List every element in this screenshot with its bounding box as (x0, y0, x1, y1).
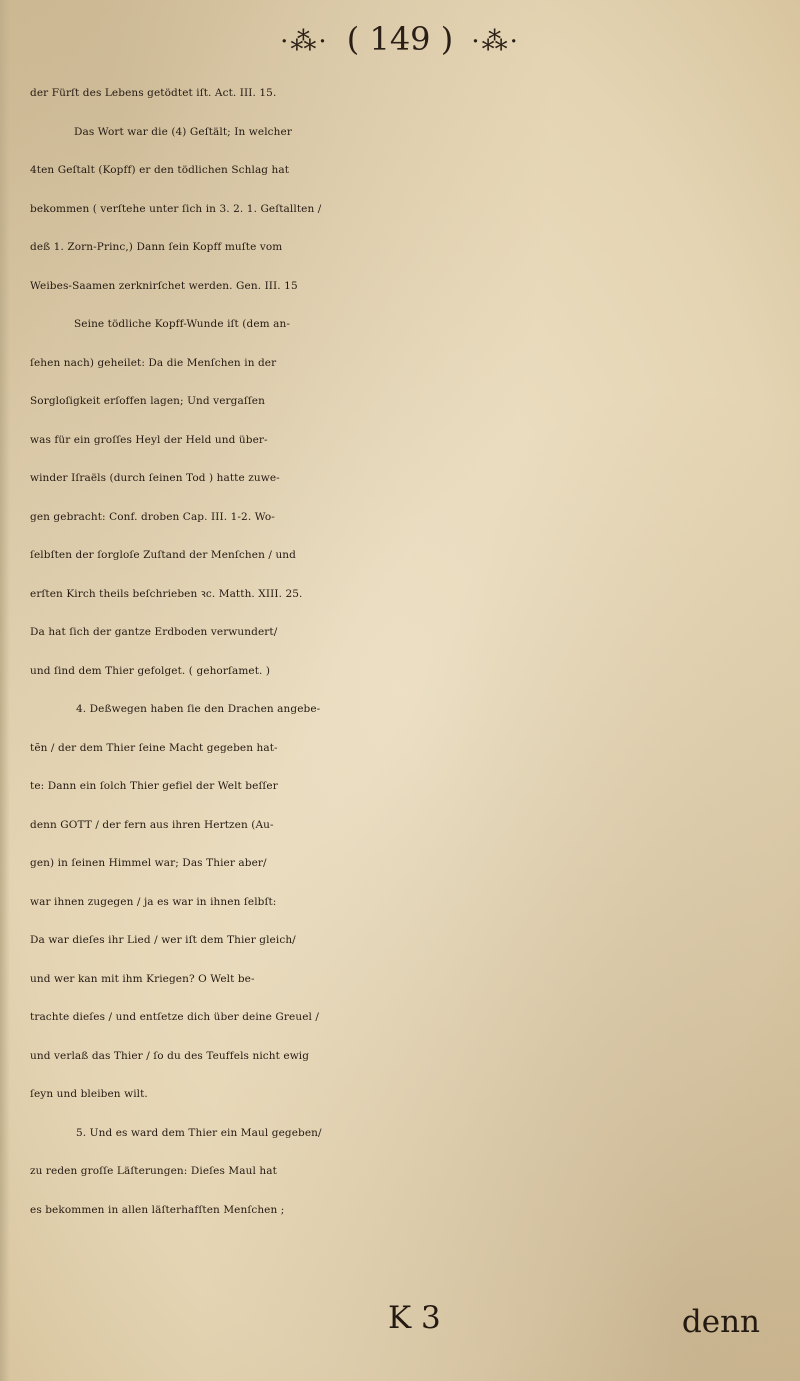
text-line: und verlaß das Thier / ſo du des Teuffels nicht ewig (30, 1049, 310, 1062)
text-line: was für ein groſſes Heyl der Held und über- (30, 433, 268, 446)
catchword: denn (681, 1304, 760, 1340)
text-line: Da war dieſes ihr Lied / wer iſt dem Thier gleich/ (30, 934, 296, 946)
text-line: und ſind dem Thier gefolget. ( gehorſamet. ) (30, 664, 271, 677)
ornament-right-icon: ·⁂· (471, 27, 520, 57)
text-line: Weibes-Saamen zerknirſchet werden. Gen. III. 15 (30, 279, 298, 292)
text-line: trachte dieſes / und entſetze dich über deine Greuel / (30, 1011, 320, 1023)
text-block (30, 74, 780, 1229)
text-line: Sorgloſigkeit erſoffen lagen; Und vergaſſen (30, 395, 265, 407)
text-line: tẽn / der dem Thier ſeine Macht gegeben hat- (30, 741, 278, 754)
text-line: und wer kan mit ihm Kriegen? O Welt be- (30, 972, 255, 985)
page-header (0, 20, 800, 58)
page-footer (0, 1300, 800, 1344)
text-line: ſeyn und bleiben wilt. (30, 1088, 148, 1100)
text-line: te: Dann ein ſolch Thier gefiel der Welt beſſer (30, 780, 278, 792)
text-line: Das Wort war die (4) Geſtält; In welcher (74, 125, 292, 138)
page-number: ( 149 ) (346, 20, 454, 58)
text-line: es bekommen in allen läſterhafſten Menſchen ; (30, 1203, 285, 1216)
text-line: der Fürſt des Lebens getödtet iſt. Act. III. 15. (30, 87, 277, 99)
text-line: denn GOTT / der fern aus ihren Hertzen (Au- (30, 818, 274, 831)
text-line: bekommen ( verſtehe unter ſich in 3. 2. 1. Geſtallten / (30, 202, 322, 215)
text-line: deß 1. Zorn-Princ,) Dann ſein Kopff muſte vom (30, 241, 283, 253)
text-line: zu reden groſſe Läſterungen: Dieſes Maul hat (30, 1165, 277, 1177)
text-line: gen gebracht: Conf. droben Cap. III. 1-2. Wo- (30, 510, 275, 523)
text-line: ſehen nach) geheilet: Da die Menſchen in der (30, 356, 277, 369)
text-line: Seine tödliche Kopff-Wunde iſt (dem an- (74, 318, 290, 330)
text-line: winder Iſraëls (durch ſeinen Tod ) hatte zuwe- (30, 472, 280, 484)
text-line: gen) in ſeinen Himmel war; Das Thier aber/ (30, 857, 267, 869)
text-line: Da hat ſich der gantze Erdboden verwundert/ (30, 626, 278, 638)
page-edge (0, 0, 10, 1381)
text-line: 4ten Geſtalt (Kopff) er den tödlichen Schlag hat (30, 164, 290, 176)
text-line: 4. Deßwegen haben ſie den Drachen angebe- (76, 703, 321, 715)
text-line: war ihnen zugegen / ja es war in ihnen ſelbſt: (30, 895, 277, 908)
ornament-left-icon: ·⁂· (280, 27, 329, 57)
signature-mark: K 3 (388, 1300, 441, 1336)
text-line: erſten Kirch theils beſchrieben ꝛc. Matth. XIII. 25. (30, 587, 303, 600)
text-line: ſelbſten der ſorgloſe Zuſtand der Menſchen / und (30, 549, 296, 561)
text-line: 5. Und es ward dem Thier ein Maul gegeben/ (76, 1126, 322, 1139)
